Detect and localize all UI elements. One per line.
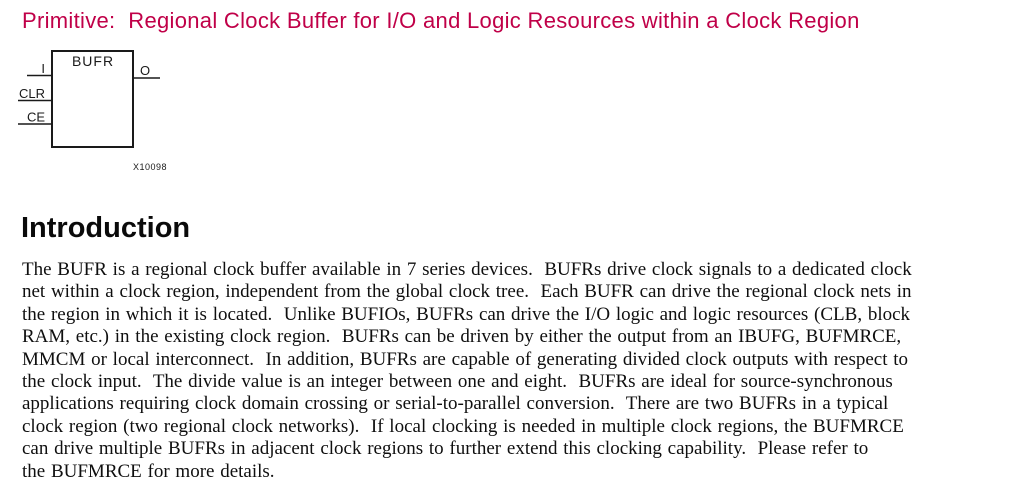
page-title: Primitive: Regional Clock Buffer for I/O and Logic Resources within a Clock Region [22,8,860,33]
paragraph-line: the clock input. The divide value is an integer between one and eight. BUFRs are ideal for source-synchronous [22,371,893,393]
paragraph-line: the region in which it is located. Unlike BUFIOs, BUFRs can drive the I/O logic and logic resources (CLB, block [22,303,911,325]
figure-id-label: X10098 [133,162,168,172]
section-heading-introduction: Introduction [21,212,191,244]
paragraph-line: net within a clock region, independent from the global clock tree. Each BUFR can drive the regional clock nets in [22,281,912,303]
paragraph-line: clock region (two regional clock networks). If local clocking is needed in multiple clock regions, the BUFMRCE [22,415,904,437]
paragraph-line: MMCM or local interconnect. In addition, BUFRs are capable of generating divided clock outputs with respect to [22,348,909,370]
bufr-schematic-svg [0,45,210,185]
paragraph-line: the BUFMRCE for more details. [22,460,275,482]
paragraph-line: The BUFR is a regional clock buffer available in 7 series devices. BUFRs drive clock signals to a dedicated clock [22,259,912,280]
component-name-label: BUFR [71,53,115,69]
bufr-symbol-figure [0,45,210,185]
pin-label-ce: CE [26,109,45,125]
pin-label-i: I [41,61,45,76]
paragraph-line: can drive multiple BUFRs in adjacent clock regions to further extend this clocking capability. Please refer to [22,438,869,460]
pin-label-o: O [140,63,151,78]
pin-label-clr: CLR [18,86,45,101]
intro-paragraph [22,259,912,483]
paragraph-line: RAM, etc.) in the existing clock region. BUFRs can be driven by either the output from an IBUFG, BUFMRCE, [22,326,902,348]
paragraph-line: applications requiring clock domain crossing or serial-to-parallel conversion. There are two BUFRs in a typical [22,393,889,415]
